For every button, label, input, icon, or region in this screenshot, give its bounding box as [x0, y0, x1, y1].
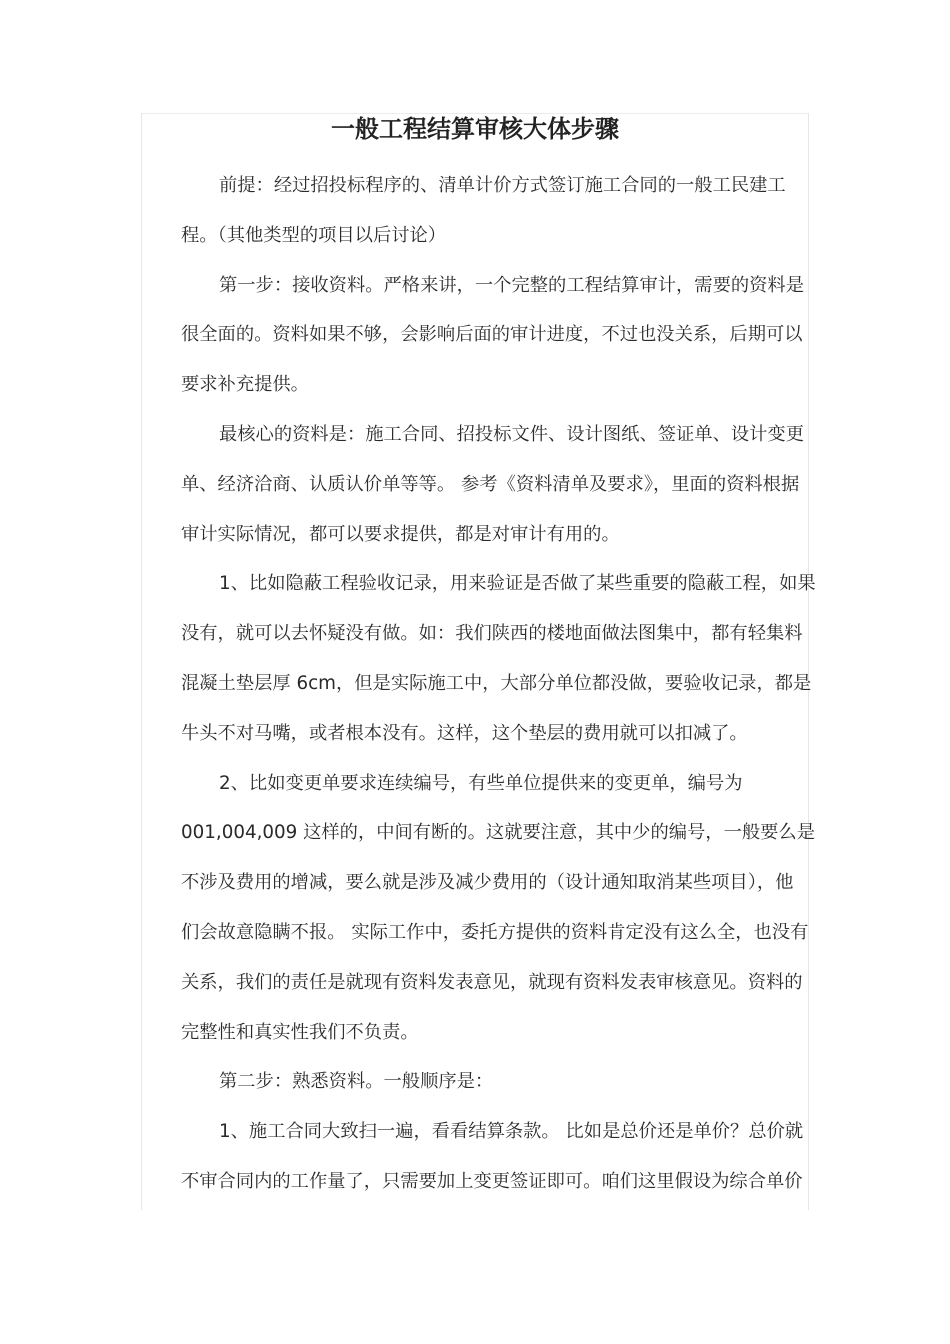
- text-line: 完整性和真实性我们不负责。: [181, 1021, 419, 1043]
- text-line: 前提：经过招投标程序的、清单计价方式签订施工合同的一般工民建工: [219, 175, 786, 196]
- document-title: 一般工程结算审核大体步骤: [331, 115, 619, 143]
- text-line: 程。（其他类型的项目以后讨论）: [181, 224, 447, 246]
- paragraph-example-2: [143, 759, 815, 1058]
- text-line: 1、施工合同大致扫一遍，看看结算条款。 比如是总价还是单价？总价就: [219, 1121, 804, 1143]
- text-line: 牛头不对马嘴，或者根本没有。这样，这个垫层的费用就可以扣减了。: [181, 722, 748, 744]
- text-line: 不审合同内的工作量了，只需要加上变更签证即可。咱们这里假设为综合单价: [181, 1170, 803, 1192]
- text-line: 001,004,009 这样的，中间有断的。这就要注意，其中少的编号，一般要么是: [181, 822, 815, 844]
- text-line: 关系，我们的责任是就现有资料发表意见，就现有资料发表审核意见。资料的: [181, 971, 803, 993]
- paragraph-core-materials: [143, 410, 809, 559]
- text-line: 最核心的资料是：施工合同、招投标文件、设计图纸、签证单、设计变更: [219, 423, 804, 445]
- text-line: 们会故意隐瞒不报。 实际工作中，委托方提供的资料肯定没有这么全，也没有: [181, 921, 809, 943]
- paragraph-example-1: [143, 559, 816, 758]
- text-line: 很全面的。资料如果不够，会影响后面的审计进度，不过也没关系，后期可以: [181, 324, 803, 346]
- text-line: 混凝土垫层厚 6cm，但是实际施工中，大部分单位都没做，要验收记录，都是: [181, 672, 812, 694]
- text-line: 2、比如变更单要求连续编号，有些单位提供来的变更单，编号为: [219, 772, 743, 794]
- paragraph-premise: [143, 161, 809, 261]
- paragraph-contract-review: [143, 1107, 809, 1207]
- text-line: 1、比如隐蔽工程验收记录，用来验证是否做了某些重要的隐蔽工程，如果: [219, 573, 816, 595]
- text-line: 第一步：接收资料。严格来讲，一个完整的工程结算审计，需要的资料是: [219, 274, 804, 296]
- text-line: 不涉及费用的增减，要么就是涉及减少费用的（设计通知取消某些项目），他: [181, 872, 794, 894]
- text-line: 单、经济洽商、认质认价单等等。 参考《资料清单及要求》，里面的资料根据: [181, 473, 800, 495]
- text-line: 第二步：熟悉资料。一般顺序是：: [219, 1071, 494, 1093]
- paragraph-step-one: [143, 261, 809, 410]
- text-line: 审计实际情况，都可以要求提供，都是对审计有用的。: [181, 523, 620, 545]
- text-line: 没有，就可以去怀疑没有做。如：我们陕西的楼地面做法图集中，都有轻集料: [181, 623, 803, 645]
- document-body: [143, 161, 816, 1207]
- text-line: 要求补充提供。: [181, 374, 309, 396]
- paragraph-step-two: [143, 1057, 809, 1107]
